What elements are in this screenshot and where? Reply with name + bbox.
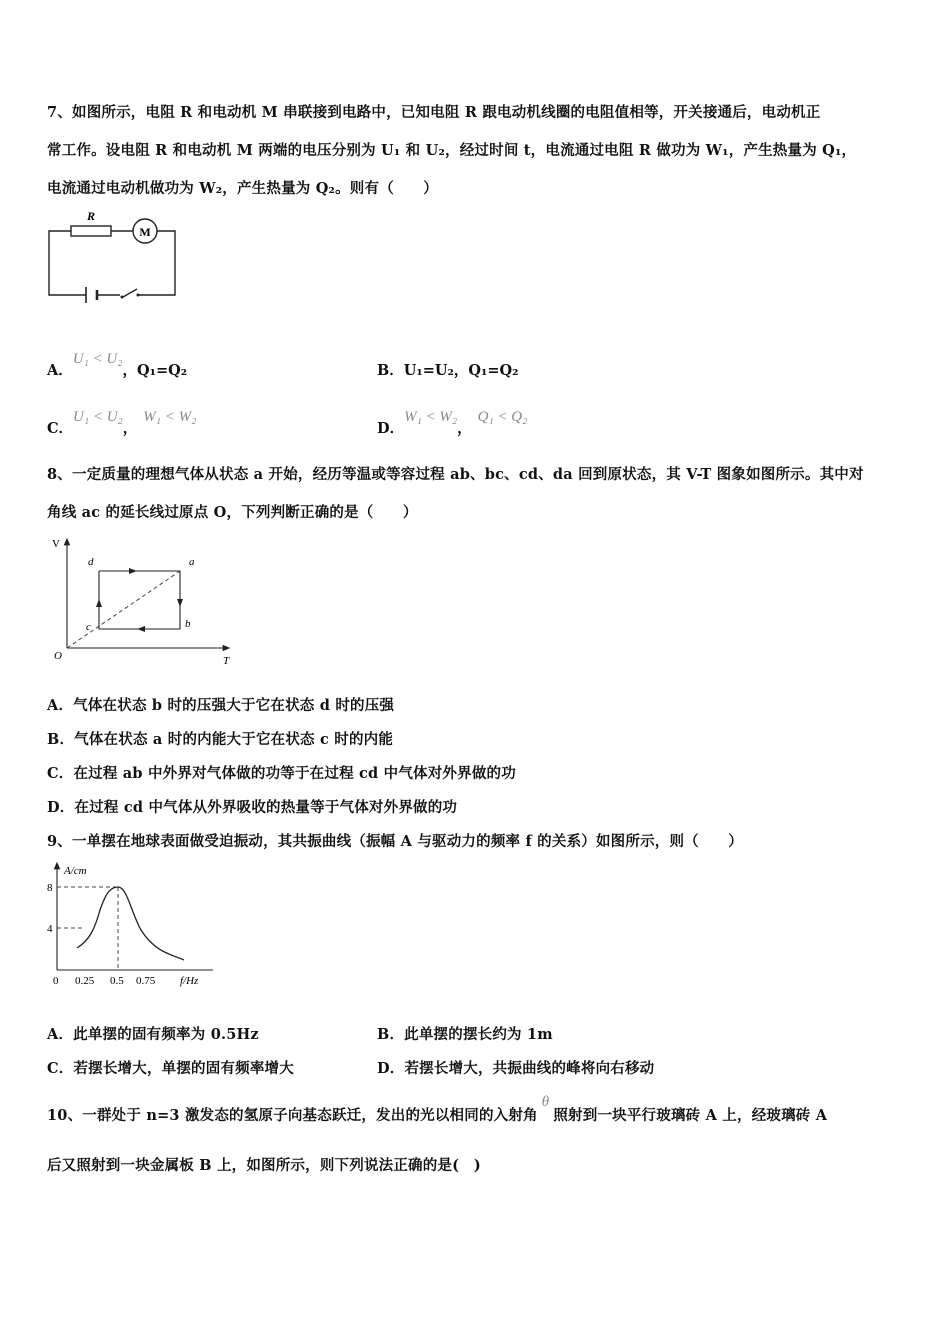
q7-option-c-sep: ， <box>122 420 138 437</box>
v-axis-label: V <box>52 538 60 550</box>
q7-option-a[interactable] <box>47 347 188 379</box>
q8-vt-diagram <box>45 533 240 668</box>
x-tick-0: 0 <box>53 975 59 987</box>
y-tick-8: 8 <box>47 882 53 894</box>
q7-option-c-math-1: U₁ < U₂ <box>73 409 123 425</box>
state-d-label: d <box>88 556 94 568</box>
q9-option-a[interactable]: A．此单摆的固有频率为 0.5Hz <box>47 1026 259 1043</box>
q10-line-1-part-a: 10、一群处于 n=3 激发态的氢原子向基态跃迁，发出的光以相同的入射角 <box>47 1107 538 1124</box>
q7-option-b-text: U₁=U₂，Q₁=Q₂ <box>403 362 519 379</box>
q9-option-d[interactable]: D．若摆长增大，共振曲线的峰将向右移动 <box>377 1060 655 1077</box>
q7-option-d-math-2: Q₁ < Q₂ <box>477 409 528 425</box>
q7-option-a-label: A． <box>47 362 73 379</box>
resistor-label: R <box>86 209 96 223</box>
motor-label: M <box>139 225 151 239</box>
t-axis-label: T <box>223 655 230 667</box>
q7-option-a-text: Q₁=Q₂ <box>136 362 188 379</box>
resistor-symbol <box>71 226 111 236</box>
q7-option-a-math: U₁ < U₂ <box>72 351 123 367</box>
q7-option-a-sep: ， <box>122 362 137 379</box>
q8-option-c[interactable]: C．在过程 ab 中外界对气体做的功等于在过程 cd 中气体对外界做的功 <box>47 765 516 782</box>
state-c-label: c <box>86 621 91 633</box>
q7-line-1: 7、如图所示，电阻 R 和电动机 M 串联接到电路中，已知电阻 R 跟电动机线圈的电阻值相等，开关接通后，电动机正 <box>47 104 821 121</box>
q7-option-d-label: D． <box>377 420 405 437</box>
q8-option-b[interactable]: B．气体在状态 a 时的内能大于它在状态 c 时的内能 <box>47 731 394 748</box>
q10-line-1 <box>47 1094 828 1125</box>
q7-option-b-label: B． <box>377 362 404 379</box>
q7-option-d-sep: ， <box>457 420 472 437</box>
q9-resonance-chart <box>45 860 220 990</box>
q10-line-2: 后又照射到一块金属板 B 上，如图所示，则下列说法正确的是( ) <box>47 1157 481 1174</box>
state-a-label: a <box>189 556 195 568</box>
q7-line-3: 电流通过电动机做功为 W₂，产生热量为 Q₂。则有（ ） <box>47 180 439 197</box>
x-tick-0-5: 0.5 <box>110 975 124 987</box>
q7-option-c-label: C． <box>47 420 74 437</box>
q9-line-1: 9、一单摆在地球表面做受迫振动，其共振曲线（振幅 A 与驱动力的频率 f 的关系）如图所示，则（ ） <box>47 833 743 850</box>
q7-line-2: 常工作。设电阻 R 和电动机 M 两端的电压分别为 U₁ 和 U₂，经过时间 t，电流通过电阻 R 做功为 W₁，产生热量为 Q₁， <box>47 142 857 159</box>
q9-option-b[interactable]: B．此单摆的摆长约为 1m <box>377 1026 553 1043</box>
q7-option-c[interactable] <box>47 405 197 437</box>
q10-line-1-part-b: 照射到一块平行玻璃砖 A 上，经玻璃砖 A <box>553 1107 828 1124</box>
q9-option-c[interactable]: C．若摆长增大，单摆的固有频率增大 <box>47 1060 294 1077</box>
q7-option-d[interactable] <box>377 405 528 437</box>
q7-option-d-math-1: W₁ < W₂ <box>404 409 458 425</box>
q8-line-1: 8、一定质量的理想气体从状态 a 开始，经历等温或等容过程 ab、bc、cd、da 回到原状态，其 V-T 图象如图所示。其中对 <box>47 466 864 483</box>
diagonal-ac <box>67 571 180 648</box>
x-tick-0-75: 0.75 <box>136 975 156 987</box>
x-tick-0-25: 0.25 <box>75 975 95 987</box>
y-tick-4: 4 <box>47 923 53 935</box>
state-b-label: b <box>185 618 191 630</box>
q8-option-a[interactable]: A．气体在状态 b 时的压强大于它在状态 d 时的压强 <box>47 697 395 714</box>
q8-option-d[interactable]: D．在过程 cd 中气体从外界吸收的热量等于气体对外界做的功 <box>47 799 458 816</box>
origin-label: O <box>54 650 62 662</box>
q8-line-2: 角线 ac 的延长线过原点 O，下列判断正确的是（ ） <box>47 504 418 521</box>
q7-option-b[interactable] <box>377 359 519 380</box>
resonance-curve <box>77 887 184 960</box>
y-axis-label: A/cm <box>64 865 87 877</box>
q7-option-c-math-2: W₁ < W₂ <box>143 409 197 425</box>
q7-circuit-diagram <box>40 205 190 305</box>
x-axis-label: f/Hz <box>180 975 199 987</box>
theta-symbol: θ <box>541 1094 550 1110</box>
